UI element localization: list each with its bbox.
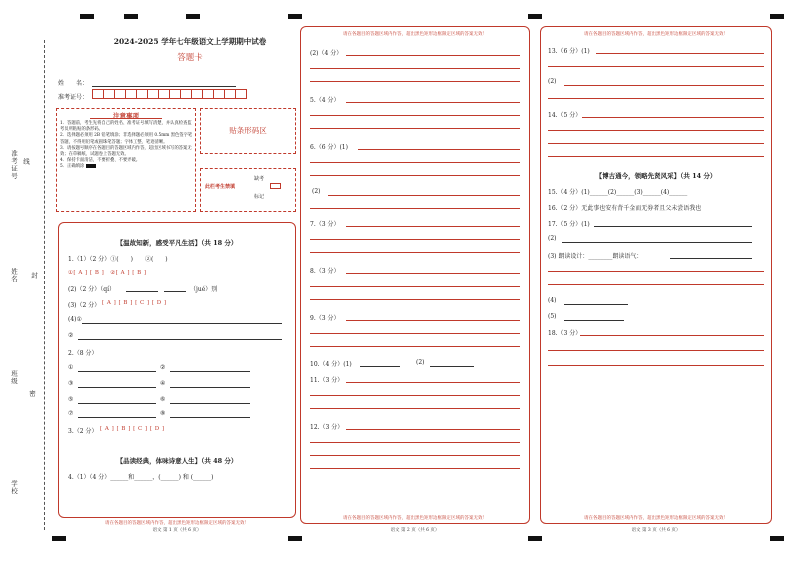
answer-line[interactable] — [310, 252, 520, 253]
answer-line[interactable] — [170, 417, 250, 418]
q3: 3.（2 分） — [68, 428, 98, 435]
side-school-label: 学校 — [10, 480, 18, 495]
answer-line[interactable] — [594, 226, 752, 227]
barcode-label: 贴条形码区 — [229, 126, 267, 135]
answer-line[interactable] — [310, 395, 520, 396]
answer-line[interactable] — [82, 323, 282, 324]
binding-line — [44, 40, 45, 530]
answer-line[interactable] — [580, 335, 764, 336]
answer-line[interactable] — [310, 175, 520, 176]
notice-item: 2．选择题必须用 2B 铅笔填涂；非选择题必须用 0.5mm 黑色签字笔答题，不得用铅笔或圆珠笔答题；字体工整、笔迹清晰。 — [60, 133, 193, 145]
q16: 16.（2 分）无此事也安有背千金而无券者且父未尝语我也 — [548, 205, 702, 212]
side-secret-mark: 密 — [28, 390, 36, 398]
q2-label: ⑧ — [160, 410, 166, 417]
answer-line[interactable] — [548, 365, 764, 366]
q-item: 8.（3 分） — [310, 268, 340, 275]
answer-line[interactable] — [346, 429, 520, 430]
answer-line[interactable] — [548, 271, 764, 272]
answer-line[interactable] — [310, 286, 520, 287]
q-item: (2) — [312, 188, 321, 195]
answer-line[interactable] — [310, 455, 520, 456]
q2: 2.（8 分） — [68, 350, 98, 357]
answer-line[interactable] — [548, 156, 764, 157]
answer-line[interactable] — [310, 68, 520, 69]
answer-card-subtitle: 答题卡 — [177, 53, 203, 63]
side-seal-mark: 封 — [30, 272, 38, 280]
registration-mark — [770, 536, 784, 541]
answer-line[interactable] — [310, 299, 520, 300]
registration-mark — [124, 14, 138, 19]
answer-line[interactable] — [360, 366, 400, 367]
q-item: 10.（4 分）(1) — [310, 361, 352, 368]
registration-mark — [528, 536, 542, 541]
answer-line[interactable] — [358, 149, 520, 150]
ticket-number-boxes[interactable] — [92, 89, 246, 99]
warning-header: 请在各题目的答题区域内作答，超出黑色矩形边框限定区域的答案无效！ — [584, 32, 728, 37]
answer-line[interactable] — [548, 130, 764, 131]
side-ticket-label: 准考证号 — [10, 150, 18, 180]
answer-line[interactable] — [564, 304, 628, 305]
notice-title: 注意事项 — [113, 112, 139, 120]
q1-3: (3)（2 分） — [68, 302, 101, 309]
q2-label: ⑤ — [68, 396, 74, 403]
notice-item: 1．答题前，考生先将自己的姓名、准考证号填写清楚，并认真检查监考员所粘贴的条形码。 — [60, 121, 192, 133]
section2-title: 【品读经典，体味诗意人生】（共 48 分） — [116, 457, 238, 465]
q1-4b: ② — [68, 332, 74, 339]
answer-line[interactable] — [310, 208, 520, 209]
q10-part2: (2) — [416, 359, 425, 366]
answer-line[interactable] — [126, 291, 158, 292]
filled-sample-mark — [86, 164, 96, 168]
q-item: 7.（3 分） — [310, 221, 340, 228]
answer-line[interactable] — [346, 273, 520, 274]
answer-line[interactable] — [78, 403, 156, 404]
q-item: (2)（4 分） — [310, 50, 343, 57]
exam-title: 2024-2025 学年七年级语文上学期期中试卷 — [113, 37, 267, 46]
absent-box-label: 此栏考生禁填 — [205, 184, 236, 190]
answer-line[interactable] — [596, 53, 764, 54]
answer-line[interactable] — [548, 143, 764, 144]
registration-mark — [186, 14, 200, 19]
answer-line[interactable] — [346, 102, 520, 103]
name-label: 姓 名： — [58, 80, 89, 87]
name-field[interactable] — [92, 86, 236, 87]
q1-1: 1.（1）（2 分）①( ) ②( ) — [68, 256, 168, 263]
warning-footer: 请在各题目的答题区域内作答，超出黑色矩形边框限定区域的答案无效！ — [343, 516, 487, 521]
q17-4: (4) — [548, 297, 557, 304]
q17-5: (5) — [548, 313, 557, 320]
q1-2-suffix: （jué）别 — [190, 286, 218, 293]
answer-line[interactable] — [164, 291, 186, 292]
notice-list — [60, 121, 194, 171]
q3-options[interactable]: [ A ] [ B ] [ C ] [ D ] — [100, 426, 165, 432]
answer-line[interactable] — [564, 85, 764, 86]
answer-line[interactable] — [582, 117, 764, 118]
section1-title: 【温故知新，感受平凡生活】（共 18 分） — [116, 239, 238, 247]
notice-item: 5．正确填涂 — [60, 164, 85, 170]
q1-4a: (4)① — [68, 316, 82, 323]
q-item: 6.（6 分）(1) — [310, 144, 348, 151]
absent-text: 缺考 — [254, 176, 265, 182]
answer-line[interactable] — [430, 366, 474, 367]
q2-label: ③ — [68, 380, 74, 387]
side-line-mark: 线 — [22, 158, 30, 166]
registration-mark — [528, 14, 542, 19]
q14: 14.（5 分） — [548, 112, 582, 119]
answer-line[interactable] — [346, 382, 520, 383]
q17-1: 17.（5 分）(1) — [548, 221, 590, 228]
q-item: 11.（3 分） — [310, 377, 344, 384]
answer-line[interactable] — [310, 408, 520, 409]
answer-line[interactable] — [170, 371, 250, 372]
answer-line[interactable] — [346, 55, 520, 56]
answer-line[interactable] — [310, 162, 520, 163]
notice-title-rule — [90, 118, 162, 119]
side-class-label: 班级 — [10, 370, 18, 385]
page-number: 语文 第 2 页（共 6 页） — [390, 528, 440, 533]
answer-line[interactable] — [548, 66, 764, 67]
registration-mark — [80, 14, 94, 19]
q1-1-options[interactable]: ①[ A ] [ B ] ②[ A ] [ B ] — [68, 270, 147, 276]
q13-2: (2) — [548, 78, 557, 85]
q2-label: ② — [160, 364, 166, 371]
q18: 18.（3 分） — [548, 330, 582, 337]
q4-1: 4.（1）（4 分）______和______，(______) 和 (______) — [68, 474, 214, 481]
q2-label: ⑦ — [68, 410, 74, 417]
answer-line[interactable] — [78, 417, 156, 418]
side-name-label: 姓名 — [10, 268, 18, 283]
answer-line[interactable] — [310, 239, 520, 240]
answer-line[interactable] — [170, 403, 250, 404]
answer-line[interactable] — [548, 98, 764, 99]
registration-mark — [288, 14, 302, 19]
q13-1: 13.（6 分）(1) — [548, 48, 590, 55]
answer-line[interactable] — [328, 195, 520, 196]
warning-footer: 请在各题目的答题区域内作答，超出黑色矩形边框限定区域的答案无效！ — [584, 516, 728, 521]
answer-line[interactable] — [548, 284, 764, 285]
registration-mark — [52, 536, 66, 541]
registration-mark — [288, 536, 302, 541]
q2-label: ⑥ — [160, 396, 166, 403]
answer-line[interactable] — [548, 350, 764, 351]
section3-title: 【博古通今，领略先贤风采】（共 14 分） — [595, 172, 717, 180]
answer-line[interactable] — [310, 468, 520, 469]
absent-text: 标记 — [254, 194, 265, 200]
answer-line[interactable] — [670, 258, 752, 259]
q1-3-options[interactable]: [ A ] [ B ] [ C ] [ D ] — [102, 300, 167, 306]
notice-item: 4．保持卡面清洁，不要折叠、不要弄破。 — [60, 158, 141, 164]
warning-header: 请在各题目的答题区域内作答，超出黑色矩形边框限定区域的答案无效！ — [343, 32, 487, 37]
q1-2: (2)（2 分）（qí） — [68, 286, 115, 293]
answer-line[interactable] — [310, 81, 520, 82]
answer-line[interactable] — [78, 387, 156, 388]
q15: 15.（4 分）(1)______(2)______(3)______(4)______ — [548, 189, 688, 196]
answer-line[interactable] — [310, 442, 520, 443]
registration-mark — [770, 14, 784, 19]
warning-footer: 请在各题目的答题区域内作答，超出黑色矩形边框限定区域的答案无效！ — [105, 521, 249, 526]
answer-line[interactable] — [346, 226, 520, 227]
absent-checkbox[interactable] — [270, 183, 281, 189]
q2-label: ④ — [160, 380, 166, 387]
answer-line[interactable] — [310, 128, 520, 129]
answer-line[interactable] — [564, 320, 624, 321]
ticket-label: 准考证号： — [58, 94, 89, 101]
absent-box — [200, 168, 296, 212]
q2-label: ① — [68, 364, 74, 371]
answer-line[interactable] — [78, 339, 282, 340]
q17-2: (2) — [548, 235, 557, 242]
answer-line[interactable] — [310, 346, 520, 347]
q-item: 12.（3 分） — [310, 424, 344, 431]
notice-item: 3．请按题号顺序在各题目的答题区域内作答，超出区域书写的答案无效；在草稿纸、试题卷上答题无效。 — [60, 145, 192, 158]
answer-line[interactable] — [562, 242, 752, 243]
answer-line[interactable] — [170, 387, 250, 388]
answer-line[interactable] — [310, 115, 520, 116]
page-number: 语文 第 1 页（共 6 页） — [152, 528, 202, 533]
q-item: 5.（4 分） — [310, 97, 340, 104]
q17-3: (3) 朗读设计：________朗读语气： — [548, 253, 643, 260]
answer-line[interactable] — [310, 333, 520, 334]
answer-panel-col3 — [540, 26, 772, 524]
answer-line[interactable] — [346, 320, 520, 321]
answer-line[interactable] — [78, 371, 156, 372]
page-number: 语文 第 3 页（共 6 页） — [631, 528, 681, 533]
q-item: 9.（3 分） — [310, 315, 340, 322]
